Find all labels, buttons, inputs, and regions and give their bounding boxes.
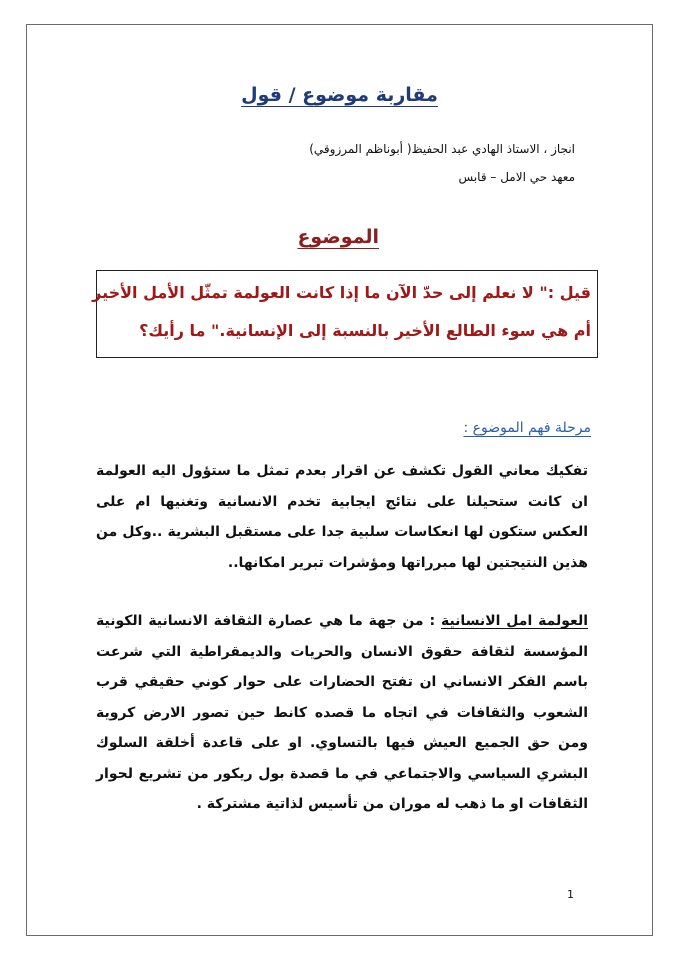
paragraph-1: تفكيك معاني القول تكشف عن اقرار بعدم تمثل ما ستؤول اليه العولمة ان كانت ستحيلنا على نتائج ايجابية تخدم الانسانية وتغنيها ام على العكس ستكون لها انعكاسات سلبية جدا على مستقبل البشرية ..وكل من هذين النتيجتين لها مبرراتها ومؤشرات تبرير امكانها..	[96, 463, 588, 571]
section-title: الموضوع	[297, 226, 379, 248]
quote-line-2: أم هي سوء الطالع الأخير بالنسبة إلى الإنسانية." ما رأيك؟	[139, 321, 591, 340]
quote-box	[92, 270, 598, 358]
paragraph-2-body: : من جهة ما هي عصارة الثقافة الانسانية الكونية المؤسسة لثقافة حقوق الانسان والحريات والديمقراطية التي شرعت باسم الفكر الانساني ان تفتح الحضارات على حوار كوني حقيقي قرب الشعوب والثقافات في اتجاه ما قصده كانط حين تصور الارض كروية ومن حق الجميع العيش فيها بالتساوي. او على قاعدة أخلقة السلوك البشري السياسي والاجتماعي في ما قصدة بول ريكور من تشريع لحوار الثقافات او ما ذهب له موران من تأسيس لذاتية مشتركة .	[96, 613, 588, 812]
page-number: 1	[567, 888, 574, 901]
phase-title: مرحلة فهم الموضوع :	[463, 420, 591, 436]
author-line: انجاز ، الاستاذ الهادي عبد الحفيظ( أبوناظم المرزوقي)	[309, 142, 575, 156]
quote-line-1: قيل :" لا نعلم إلى حدّ الآن ما إذا كانت العولمة تمثّل الأمل الأخير	[92, 283, 591, 302]
paragraph-2-lead: العولمة امل الانسانية	[440, 613, 588, 629]
paragraph-2	[96, 606, 588, 820]
document-title: مقاربة موضوع / قول	[241, 84, 438, 106]
school-line: معهد حي الامل – قابس	[458, 170, 575, 184]
